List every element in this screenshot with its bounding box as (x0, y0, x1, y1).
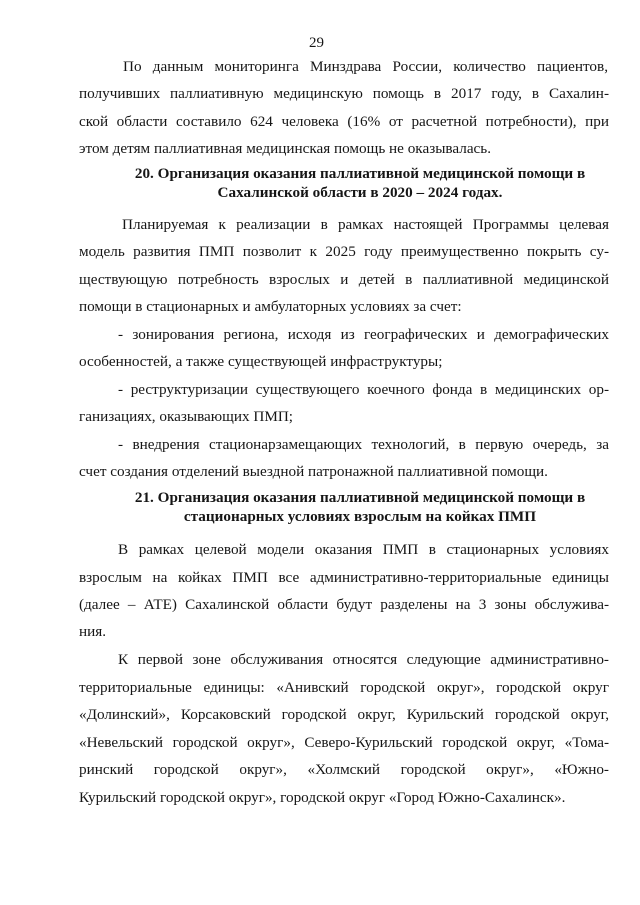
section-21-para-1-line-2: взрослым на койках ПМП все административно-территориальные единицы (79, 569, 609, 586)
section-21-heading-line-2: стационарных условиях взрослым на койках ПМП (183, 508, 537, 525)
intro-line-2: получивших паллиативную медицинскую помощь в 2017 году, в Сахалин- (79, 85, 609, 102)
section-21-para-1-line-4: ния. (79, 623, 107, 640)
section-20-para-line-1: Планируемая к реализации в рамках настоящей Программы целевая (122, 216, 609, 233)
section-21-para-2-line-4: «Невельский городской округ», Северо-Курильский городской округ, «Тома- (79, 734, 609, 751)
bullet-3-line-2: счет создания отделений выездной патронажной паллиативной помощи. (79, 463, 548, 480)
section-21-para-2-line-5: ринский городской округ», «Холмский городской округ», «Южно- (79, 761, 609, 778)
section-21-para-2-line-3: «Долинский», Корсаковский городской округ, Курильский городской округ, (79, 706, 609, 723)
section-21-heading-line-1: 21. Организация оказания паллиативной медицинской помощи в (134, 489, 586, 506)
bullet-1-line-1: - зонирования региона, исходя из географических и демографических (118, 326, 609, 343)
section-20-para-line-3: ществующую потребность взрослых и детей в паллиативной медицинской (79, 271, 609, 288)
bullet-2-line-1: - реструктуризации существующего коечного фонда в медицинских ор- (118, 381, 609, 398)
intro-line-3: ской области составило 624 человека (16% от расчетной потребности), при (79, 113, 609, 130)
section-20-para-line-4: помощи в стационарных и амбулаторных условиях за счет: (79, 298, 462, 315)
section-21-para-2-line-2: территориальные единицы: «Анивский городской округ», городской округ (79, 679, 609, 696)
section-21-para-1-line-3: (далее – АТЕ) Сахалинской области будут разделены на 3 зоны обслужива- (79, 596, 609, 613)
intro-line-1: По данным мониторинга Минздрава России, количество пациентов, (123, 58, 608, 75)
page-number: 29 (309, 35, 324, 51)
section-20-heading-line-2: Сахалинской области в 2020 – 2024 годах. (217, 184, 503, 201)
section-20-heading-line-1: 20. Организация оказания паллиативной медицинской помощи в (134, 165, 586, 182)
section-21-para-2-line-6: Курильский городской округ», городской округ «Город Южно-Сахалинск». (79, 789, 566, 806)
section-21-para-2-line-1: К первой зоне обслуживания относятся следующие административно- (118, 651, 609, 668)
bullet-1-line-2: особенностей, а также существующей инфраструктуры; (79, 353, 443, 370)
section-21-para-1-line-1: В рамках целевой модели оказания ПМП в стационарных условиях (118, 541, 609, 558)
bullet-3-line-1: - внедрения стационарзамещающих технологий, в первую очередь, за (118, 436, 609, 453)
section-20-para-line-2: модель развития ПМП позволит к 2025 году преимущественно покрыть су- (79, 243, 609, 260)
intro-line-4: этом детям паллиативная медицинская помощь не оказывалась. (79, 140, 492, 157)
bullet-2-line-2: ганизациях, оказывающих ПМП; (79, 408, 294, 425)
